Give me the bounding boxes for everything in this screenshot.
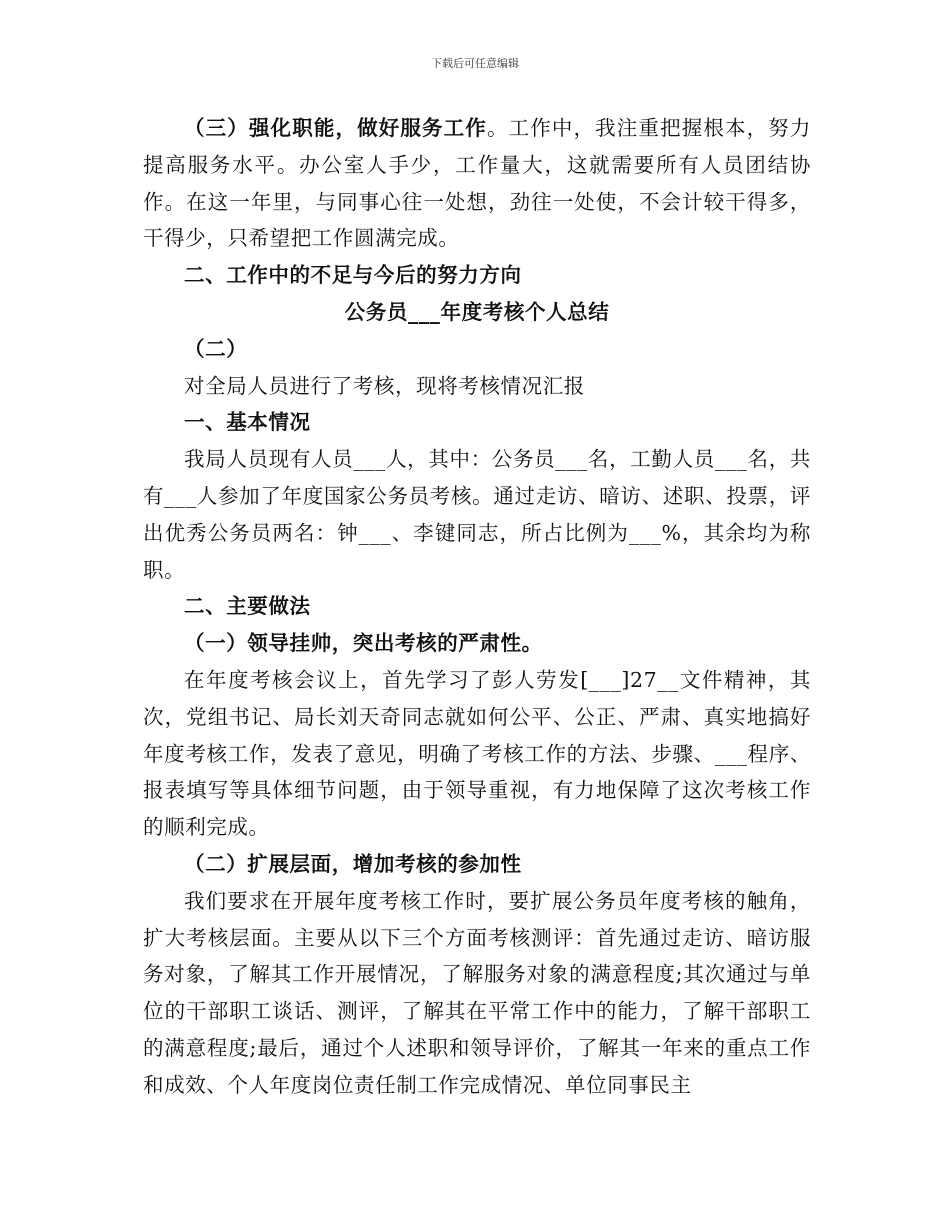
section-heading-shortcomings: 二、工作中的不足与今后的努力方向 xyxy=(184,263,522,288)
paragraph-service-work xyxy=(143,110,811,257)
subsection-heading-expand: （二）扩展层面，增加考核的参加性 xyxy=(184,851,522,876)
section-heading-method: 二、主要做法 xyxy=(184,594,311,619)
paragraph-text: 。工作中，我注重把握根本，努力提高服务水平。办公室人手少，工作量大，这就需要所有人员团结协作。在这一年里，与同事心往一处想，劲往一处使，不会计较干得多，干得少，只希望把工作圆满完成。 xyxy=(143,116,811,251)
intro-paragraph: 对全局人员进行了考核，现将考核情况汇报 xyxy=(184,373,585,398)
document-body xyxy=(143,110,811,1104)
subsection-heading-leadership: （一）领导挂帅，突出考核的严肃性。 xyxy=(184,631,543,656)
section-heading-service: （三）强化职能，做好服务工作 xyxy=(184,116,487,140)
expand-paragraph: 我们要求在开展年度考核工作时，要扩展公务员年度考核的触角，扩大考核层面。主要从以下三个方面考核测评：首先通过走访、暗访服务对象，了解其工作开展情况，了解服务对象的满意程度;其次通过与单位的干部职工谈话、测评，了解其在平常工作中的能力，了解干部职工的满意程度;最后，通过个人述职和领导评价，了解其一年来的重点工作和成效、个人年度岗位责任制工作完成情况、单位同事民主 xyxy=(143,888,811,1097)
leadership-paragraph: 在年度考核会议上，首先学习了彭人劳发[___]27__文件精神，其次，党组书记、局长刘天奇同志就如何公平、公正、严肃、真实地搞好年度考核工作，发表了意见，明确了考核工作的方法、步骤、___程序、报表填写等具体细节问题，由于领导重视，有力地保障了这次考核工作的顺利完成。 xyxy=(143,667,811,840)
section-heading-basic: 一、基本情况 xyxy=(184,410,311,435)
document-subtitle: （二） xyxy=(184,336,248,361)
page-header: 下载后可任意编辑 xyxy=(431,57,519,70)
document-title: 公务员___年度考核个人总结 xyxy=(344,299,610,324)
basic-paragraph: 我局人员现有人员___人，其中：公务员___名，工勤人员___名，共有___人参加了年度国家公务员考核。通过走访、暗访、述职、投票，评出优秀公务员两名：钟___、李键同志，所占比例为___%，其余均为称职。 xyxy=(143,447,811,582)
